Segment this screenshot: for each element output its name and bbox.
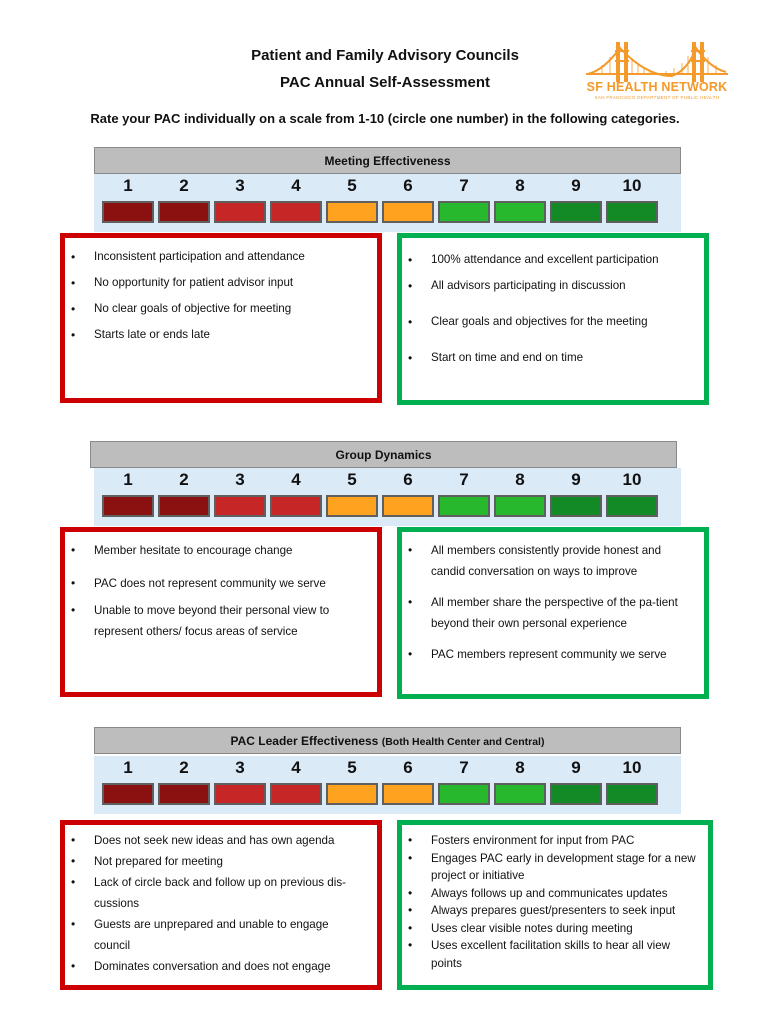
rating-number[interactable]: 6 (403, 758, 413, 777)
rating-color-cell (438, 783, 490, 805)
positive-list (402, 532, 704, 665)
rating-scale (94, 756, 681, 814)
rating-color-bar (102, 201, 662, 227)
logo-name: SF HEALTH NETWORK (586, 80, 728, 94)
section-header-pac-leader-effectiveness (94, 727, 681, 754)
list-item: • Guests are unprepared and unable to engage council (65, 914, 367, 956)
section-header-meeting-effectiveness (94, 147, 681, 174)
rating-color-cell (550, 783, 602, 805)
rating-color-cell (438, 201, 490, 223)
rating-color-cell (326, 201, 378, 223)
list-item: • Always follows up and communicates updates (402, 885, 700, 903)
positive-list (402, 825, 708, 972)
rating-color-cell (606, 201, 658, 223)
negative-indicators-box (60, 527, 382, 697)
list-item: • Dominates conversation and does not engage (65, 956, 367, 977)
rating-number[interactable]: 5 (347, 470, 357, 489)
list-item: • 100% attendance and excellent participation (402, 247, 704, 273)
rating-scale (94, 468, 681, 526)
rating-number[interactable]: 1 (123, 176, 133, 195)
rating-number[interactable]: 5 (347, 176, 357, 195)
positive-list (402, 238, 704, 371)
document-title: Patient and Family Advisory Councils (251, 47, 519, 64)
list-item: • All members consistently provide honest and candid conversation on ways to improve (402, 540, 704, 582)
rating-number[interactable]: 7 (459, 758, 469, 777)
list-item: • Start on time and end on time (402, 345, 704, 371)
list-item: • No clear goals of objective for meeting (65, 296, 377, 322)
rating-color-cell (270, 495, 322, 517)
rating-number[interactable]: 3 (235, 470, 245, 489)
rating-color-cell (270, 201, 322, 223)
list-item: • All member share the perspective of the pa-tient beyond their own personal experience (402, 592, 704, 634)
list-item: • Uses excellent facilitation skills to hear all view points (402, 937, 700, 972)
list-item: • All advisors participating in discussion (402, 273, 704, 299)
rating-number[interactable]: 4 (291, 470, 301, 489)
list-item: • Lack of circle back and follow up on previous dis-cussions (65, 872, 367, 914)
rating-color-cell (550, 495, 602, 517)
rating-number[interactable]: 2 (179, 470, 189, 489)
rating-number[interactable]: 5 (347, 758, 357, 777)
rating-number[interactable]: 10 (622, 470, 642, 489)
section-title: PAC Leader Effectiveness (230, 734, 379, 748)
rating-number[interactable]: 4 (291, 176, 301, 195)
list-item: • Member hesitate to encourage change (65, 540, 377, 561)
list-item: • Uses clear visible notes during meeting (402, 920, 700, 938)
list-item: • Does not seek new ideas and has own agenda (65, 830, 367, 851)
list-item: • Inconsistent participation and attendance (65, 244, 377, 270)
rating-color-cell (606, 783, 658, 805)
rating-color-cell (102, 201, 154, 223)
positive-indicators-box (397, 820, 713, 990)
rating-color-bar (102, 495, 662, 521)
rating-color-cell (550, 201, 602, 223)
rating-number[interactable]: 6 (403, 470, 413, 489)
rating-color-cell (158, 783, 210, 805)
sf-health-network-logo (586, 40, 728, 102)
negative-list (65, 532, 377, 642)
rating-color-cell (326, 495, 378, 517)
positive-indicators-box (397, 233, 709, 405)
rating-number[interactable]: 3 (235, 758, 245, 777)
rating-color-cell (158, 495, 210, 517)
list-item: • No opportunity for patient advisor input (65, 270, 377, 296)
rating-color-cell (214, 783, 266, 805)
rating-color-cell (102, 783, 154, 805)
negative-indicators-box (60, 233, 382, 403)
negative-indicators-box (60, 820, 382, 990)
rating-number[interactable]: 4 (291, 758, 301, 777)
list-item: • Unable to move beyond their personal view to represent others/ focus areas of service (65, 600, 377, 642)
section-title-note: (Both Health Center and Central) (381, 736, 545, 748)
section-header-group-dynamics (90, 441, 677, 468)
rating-color-cell (606, 495, 658, 517)
rating-color-cell (270, 783, 322, 805)
rating-color-cell (326, 783, 378, 805)
rating-scale (94, 174, 681, 232)
positive-indicators-box (397, 527, 709, 699)
rating-number[interactable]: 10 (622, 758, 642, 777)
rating-color-cell (494, 201, 546, 223)
list-item: • Always prepares guest/presenters to seek input (402, 902, 700, 920)
list-item: • Clear goals and objectives for the meeting (402, 309, 704, 335)
document-subtitle: PAC Annual Self-Assessment (279, 74, 491, 91)
logo-subtitle: SAN FRANCISCO DEPARTMENT OF PUBLIC HEALTH (594, 95, 720, 100)
section-title: Meeting Effectiveness (324, 154, 451, 168)
rating-number[interactable]: 6 (403, 176, 413, 195)
rating-number[interactable]: 9 (571, 470, 581, 489)
rating-color-cell (102, 495, 154, 517)
rating-number[interactable]: 7 (459, 470, 469, 489)
list-item: • Fosters environment for input from PAC (402, 832, 700, 850)
rating-color-cell (382, 495, 434, 517)
rating-number[interactable]: 8 (515, 470, 525, 489)
rating-number[interactable]: 10 (622, 176, 642, 195)
rating-number[interactable]: 1 (123, 758, 133, 777)
rating-color-cell (494, 495, 546, 517)
rating-number[interactable]: 9 (571, 176, 581, 195)
list-item: • PAC does not represent community we serve (65, 573, 377, 594)
rating-number[interactable]: 8 (515, 176, 525, 195)
rating-number[interactable]: 8 (515, 758, 525, 777)
negative-list (65, 238, 377, 348)
rating-color-cell (438, 495, 490, 517)
list-item: • PAC members represent community we serve (402, 644, 704, 665)
list-item: • Engages PAC early in development stage for a new project or initiative (402, 850, 700, 885)
rating-number[interactable]: 3 (235, 176, 245, 195)
rating-number[interactable]: 1 (123, 470, 133, 489)
rating-color-cell (382, 783, 434, 805)
section-title: Group Dynamics (335, 448, 432, 462)
rating-color-cell (382, 201, 434, 223)
rating-color-cell (158, 201, 210, 223)
rating-number[interactable]: 9 (571, 758, 581, 777)
rating-number[interactable]: 2 (179, 176, 189, 195)
list-item: • Starts late or ends late (65, 322, 377, 348)
list-item: • Not prepared for meeting (65, 851, 367, 872)
negative-list (65, 825, 377, 977)
rating-color-cell (214, 495, 266, 517)
rating-color-bar (102, 783, 662, 809)
rating-number[interactable]: 7 (459, 176, 469, 195)
instructions: Rate your PAC individually on a scale from 1-10 (circle one number) in the following categories. (90, 111, 680, 126)
rating-color-cell (494, 783, 546, 805)
golden-gate-bridge-icon (586, 40, 728, 82)
rating-number[interactable]: 2 (179, 758, 189, 777)
rating-color-cell (214, 201, 266, 223)
